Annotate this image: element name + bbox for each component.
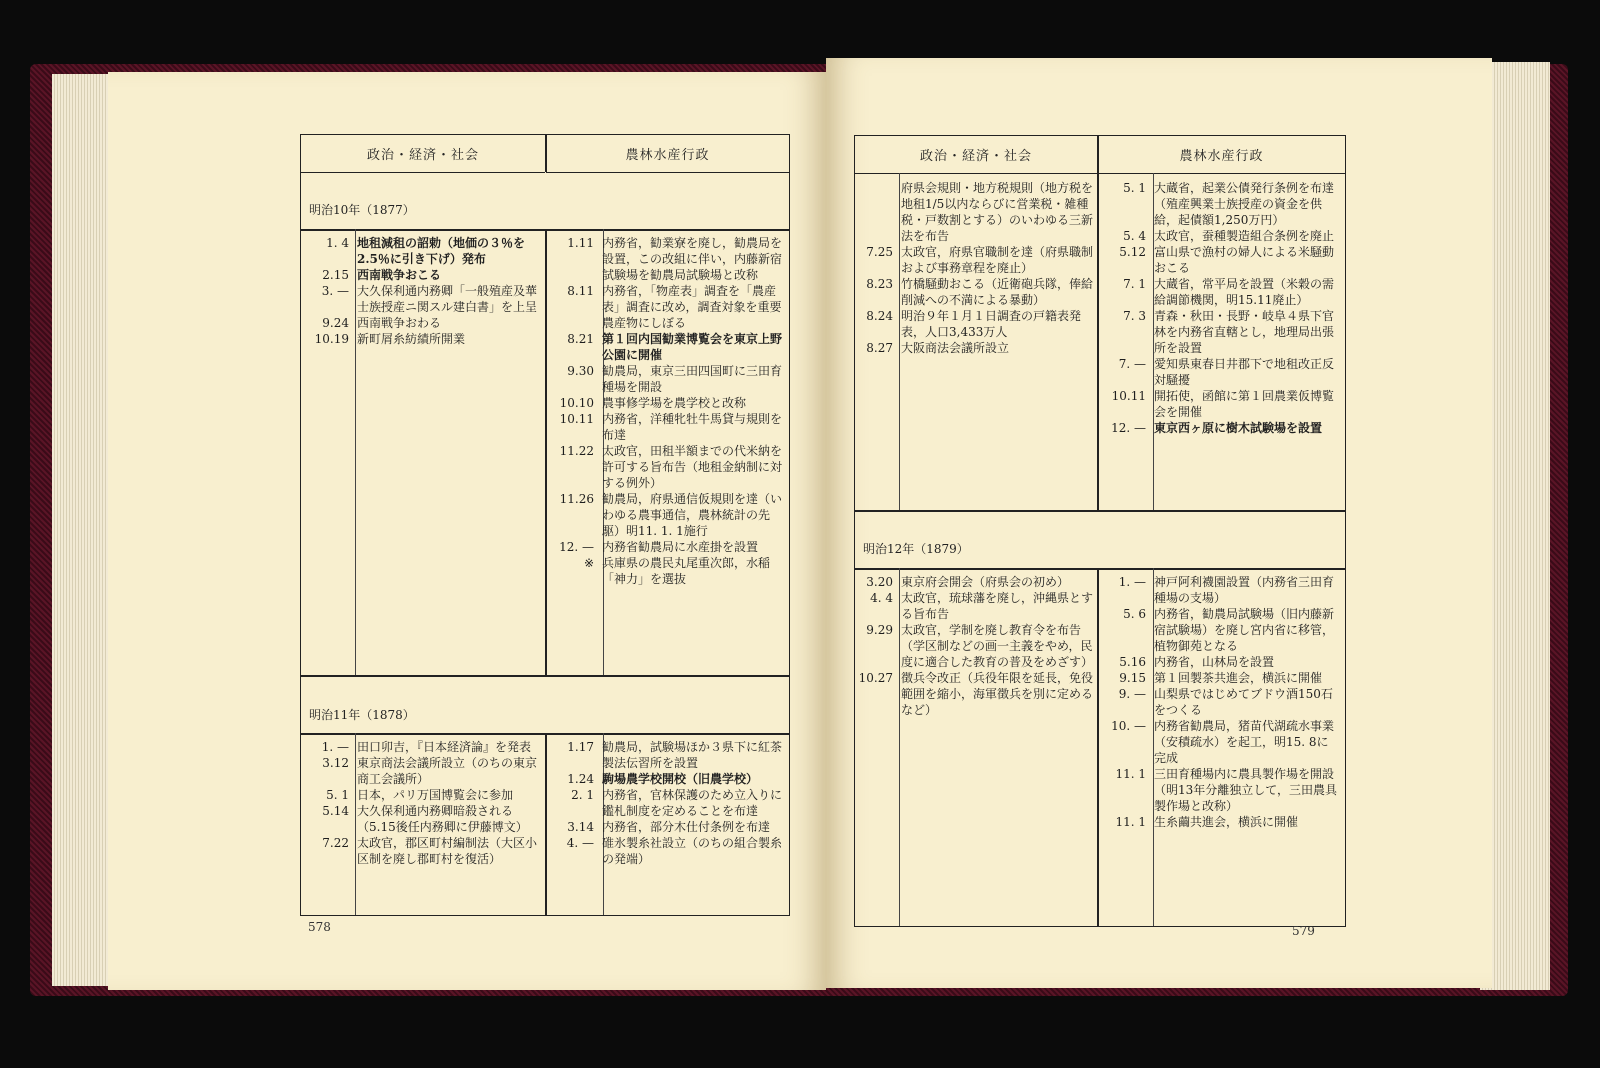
entry-text: 大久保利通内務卿暗殺される（5.15後任内務卿に伊藤博文） — [357, 804, 528, 834]
entry-date: 7.22 — [322, 836, 349, 850]
table-row — [546, 411, 782, 443]
entry-text: 大蔵省，常平局を設置（米穀の需給調節機関，明15.11廃止） — [1154, 277, 1335, 307]
agri-1878 — [546, 739, 782, 867]
entry-date: 8.21 — [567, 332, 594, 346]
table-row — [546, 787, 782, 819]
entry-date: 11.26 — [559, 492, 594, 506]
table-row — [301, 755, 545, 787]
table-row — [546, 235, 782, 283]
entry-date: 1.24 — [567, 772, 594, 786]
year-label: 明治12年（1879） — [863, 542, 969, 556]
table-row — [1098, 420, 1338, 436]
table-row — [546, 395, 782, 411]
table-row — [1098, 718, 1338, 766]
entry-date: 1. — — [1118, 575, 1146, 589]
table-row — [301, 803, 545, 835]
entry-text: 東京商法会議所設立（のちの東京商工会議所） — [357, 756, 538, 786]
right-page — [826, 58, 1492, 988]
entry-date: 5. 4 — [1123, 229, 1146, 243]
entry-date: 3. — — [321, 284, 349, 298]
table-row — [855, 590, 1097, 622]
table-row — [855, 340, 1097, 356]
entry-date: 7. — — [1118, 357, 1146, 371]
page-edges-left — [52, 74, 112, 986]
entry-text: 青森・秋田・長野・岐阜４県下官林を内務省直轄とし，地理局出張所を設置 — [1154, 309, 1335, 355]
header-agri: 農林水産行政 — [1098, 136, 1345, 174]
entry-date: 10.10 — [559, 396, 594, 410]
table-row — [1098, 228, 1338, 244]
entry-text: 生糸繭共進会，横浜に開催 — [1154, 815, 1299, 829]
entry-text: 徴兵令改正（兵役年限を延長，免役範囲を縮小，海軍徴兵を別に定めるなど） — [901, 671, 1094, 717]
entry-text: 内務省，勧農局試験場（旧内藤新宿試験場）を廃し宮内省に移管，植物御苑となる — [1154, 607, 1335, 653]
table-row — [1098, 388, 1338, 420]
page-number-right: 579 — [1292, 924, 1315, 938]
header-politics: 政治・経済・社会 — [855, 136, 1097, 174]
table-row — [301, 315, 545, 331]
entry-text: 第１回製茶共進会，横浜に開催 — [1154, 671, 1323, 685]
table-row — [1098, 356, 1338, 388]
table-row — [546, 539, 782, 555]
entry-text: 農事修学場を農学校と改称 — [602, 396, 747, 410]
entry-text: 田口卯吉，『日本経済論』を発表 — [357, 740, 532, 754]
table-row — [301, 283, 545, 315]
table-row — [1098, 308, 1338, 356]
table-row — [1098, 814, 1338, 830]
table-row — [546, 283, 782, 331]
table-row — [301, 235, 545, 267]
entry-date: 11. 1 — [1115, 767, 1146, 781]
entry-date: 5. 6 — [1123, 607, 1146, 621]
entry-date: 5.12 — [1119, 245, 1146, 259]
left-page — [108, 72, 826, 990]
entry-text: 西南戦争おこる — [357, 268, 442, 282]
table-row — [1098, 766, 1338, 814]
entry-text: 大阪商法会議所設立 — [901, 341, 1010, 355]
table-row — [546, 363, 782, 395]
politics-1877 — [301, 235, 545, 347]
entry-text: 太政官，蚕種製造組合条例を廃止 — [1154, 229, 1335, 243]
table-row — [546, 771, 782, 787]
entry-date: ※ — [583, 556, 594, 570]
header-agri: 農林水産行政 — [546, 135, 789, 173]
entry-text: 開拓使，函館に第１回農業仮博覧会を開催 — [1154, 389, 1335, 419]
entry-date — [855, 180, 901, 244]
entry-date: 1.17 — [567, 740, 594, 754]
entry-text: 竹橋騒動おこる（近衛砲兵隊，俸給削減への不満による暴動） — [901, 277, 1094, 307]
page-number-left: 578 — [308, 920, 331, 934]
entry-date: 10.27 — [858, 671, 893, 685]
table-row — [546, 819, 782, 835]
table-row — [1098, 654, 1338, 670]
entry-text: 富山県で漁村の婦人による米騒動おこる — [1154, 245, 1335, 275]
chronology-table-right — [854, 135, 1346, 927]
entry-text: 明治９年１月１日調査の戸籍表発表，人口3,433万人 — [901, 309, 1082, 339]
table-row — [301, 739, 545, 755]
entry-date: 5. 1 — [1123, 181, 1146, 195]
table-row — [855, 622, 1097, 670]
entry-text: 大蔵省，起業公債発行条例を布達（殖産興業士族授産の資金を供給，起債額1,250万円） — [1154, 181, 1335, 227]
entry-text: 太政官，府県官職制を達（府県職制および事務章程を廃止） — [901, 245, 1094, 275]
table-row — [301, 267, 545, 283]
table-row — [546, 739, 782, 771]
agri-1879 — [1098, 574, 1338, 830]
entry-text: 太政官，郡区町村編制法（大区小区制を廃し郡町村を復活） — [357, 836, 538, 866]
table-row — [1098, 606, 1338, 654]
entry-text: 神戸阿利襪園設置（内務省三田育種場の支場） — [1154, 575, 1335, 605]
entry-date: 9.15 — [1119, 671, 1146, 685]
agri-1878-cont — [1098, 180, 1338, 436]
entry-text: 第１回内国勧業博覧会を東京上野公園に開催 — [602, 332, 783, 362]
entry-text: 碓氷製糸社設立（のちの組合製糸の発端） — [602, 836, 783, 866]
table-row — [301, 787, 545, 803]
entry-date: 2. 1 — [571, 788, 594, 802]
entry-date: 3.12 — [322, 756, 349, 770]
entry-date: 4. — — [566, 836, 594, 850]
entry-date: 10.11 — [559, 412, 594, 426]
entry-text: 大久保利通内務卿「一般殖産及華士族授産ニ関スル建白書」を上呈 — [357, 284, 538, 314]
entry-text: 新町屑糸紡績所開業 — [357, 332, 466, 346]
entry-date: 3.20 — [866, 575, 893, 589]
chronology-table-left — [300, 134, 790, 916]
table-row — [1098, 686, 1338, 718]
entry-text: 内務省，「物産表」調査を「農産表」調査に改め，調査対象を重要農産物にしぼる — [602, 284, 782, 330]
table-row — [546, 331, 782, 363]
table-row — [1098, 244, 1338, 276]
entry-text: 内務省勧農局に水産掛を設置 — [602, 540, 759, 554]
entry-text: 内務省，洋種牝牡牛馬貸与規則を布達 — [602, 412, 783, 442]
entry-date: 1. — — [321, 740, 349, 754]
table-row — [301, 331, 545, 347]
politics-1879 — [855, 574, 1097, 718]
entry-date: 7. 3 — [1123, 309, 1146, 323]
year-label: 明治10年（1877） — [309, 203, 415, 217]
entry-text: 内務省，部分木仕付条例を布達 — [602, 820, 771, 834]
entry-date: 8.24 — [866, 309, 893, 323]
entry-date: 12. — — [559, 540, 594, 554]
entry-text: 愛知県東春日井郡下で地租改正反対騒擾 — [1154, 357, 1335, 387]
entry-text: 内務省勧農局，猪苗代湖疏水事業（安積疏水）を起工，明15. 8に完成 — [1154, 719, 1335, 765]
entry-date: 9.30 — [567, 364, 594, 378]
entry-date: 11.22 — [559, 444, 594, 458]
entry-text: 山梨県ではじめてブドウ酒150石をつくる — [1154, 687, 1333, 717]
entry-date: 9. — — [1118, 687, 1146, 701]
entry-text: 内務省，勧業寮を廃し，勧農局を設置，この改組に伴い，内藤新宿試験場を勧農局試験場と改称 — [602, 236, 783, 282]
table-row — [1098, 276, 1338, 308]
entry-date: 10. — — [1111, 719, 1146, 733]
entry-text: 内務省，山林局を設置 — [1154, 655, 1275, 669]
entry-text: 兵庫県の農民丸尾重次郎，水稲「神力」を選抜 — [602, 556, 771, 586]
entry-date: 8.23 — [866, 277, 893, 291]
entry-date: 8.27 — [866, 341, 893, 355]
entry-text: 太政官，田租半額までの代米納を許可する旨布告（地租金納制に対する例外） — [602, 444, 783, 490]
table-row — [546, 491, 782, 539]
table-row — [855, 276, 1097, 308]
entry-date: 4. 4 — [870, 591, 893, 605]
table-row — [546, 835, 782, 867]
entry-date: 10.19 — [314, 332, 349, 346]
entry-date: 1. 4 — [326, 236, 349, 250]
entry-date: 1.11 — [567, 236, 594, 250]
politics-1878-cont — [855, 180, 1097, 356]
entry-date: 7.25 — [866, 245, 893, 259]
entry-text: 地租減租の詔勅（地価の３％を2.5％に引き下げ）発布 — [357, 236, 526, 266]
entry-text: 太政官，琉球藩を廃し，沖縄県とする旨布告 — [901, 591, 1094, 621]
entry-text: 勧農局，東京三田四国町に三田育種場を開設 — [602, 364, 783, 394]
entry-date: 5.14 — [322, 804, 349, 818]
entry-date: 11. 1 — [1115, 815, 1146, 829]
entry-date: 7. 1 — [1123, 277, 1146, 291]
entry-date: 12. — — [1111, 421, 1146, 435]
entry-text: 勧農局，府県通信仮規則を達（いわゆる農事通信，農林統計の先駆）明11. 1. 1施行 — [602, 492, 783, 538]
entry-text: 東京西ヶ原に樹木試験場を設置 — [1154, 421, 1323, 435]
entry-text: 府県会規則・地方税規則（地方税を地租1/5以内ならびに営業税・雑種税・戸数割とする）のいわゆる三新法を布告 — [901, 181, 1094, 243]
table-row — [855, 308, 1097, 340]
politics-1878 — [301, 739, 545, 867]
entry-text: 日本，パリ万国博覧会に参加 — [357, 788, 514, 802]
year-label: 明治11年（1878） — [309, 708, 415, 722]
entry-text: 勧農局，試験場ほか３県下に紅茶製法伝習所を設置 — [602, 740, 783, 770]
table-row — [546, 555, 782, 587]
entry-text: 太政官，学制を廃し教育令を布告（学区制などの画一主義をやめ，民度に適合した教育の普及をめざす） — [901, 623, 1094, 669]
table-row — [1098, 180, 1338, 228]
entry-text: 西南戦争おわる — [357, 316, 442, 330]
table-row — [546, 443, 782, 491]
entry-text: 駒場農学校開校（旧農学校） — [602, 772, 759, 786]
table-row — [855, 180, 1097, 244]
table-row — [301, 835, 545, 867]
table-row — [1098, 670, 1338, 686]
table-row — [1098, 574, 1338, 606]
entry-date: 10.11 — [1111, 389, 1146, 403]
entry-date: 9.29 — [866, 623, 893, 637]
entry-date: 5. 1 — [326, 788, 349, 802]
entry-date: 8.11 — [567, 284, 594, 298]
agri-1877 — [546, 235, 782, 587]
entry-text: 内務省，官林保護のため立入りに鑑札制度を定めることを布達 — [602, 788, 783, 818]
entry-text: 三田育種場内に農具製作場を開設（明13年分離独立して，三田農具製作場と改称） — [1154, 767, 1338, 813]
table-row — [855, 670, 1097, 718]
entry-date: 5.16 — [1119, 655, 1146, 669]
entry-date: 9.24 — [322, 316, 349, 330]
entry-date: 3.14 — [567, 820, 594, 834]
table-row — [855, 574, 1097, 590]
entry-text: 東京府会開会（府県会の初め） — [901, 575, 1070, 589]
entry-date: 2.15 — [322, 268, 349, 282]
table-row — [855, 244, 1097, 276]
header-politics: 政治・経済・社会 — [301, 135, 545, 173]
